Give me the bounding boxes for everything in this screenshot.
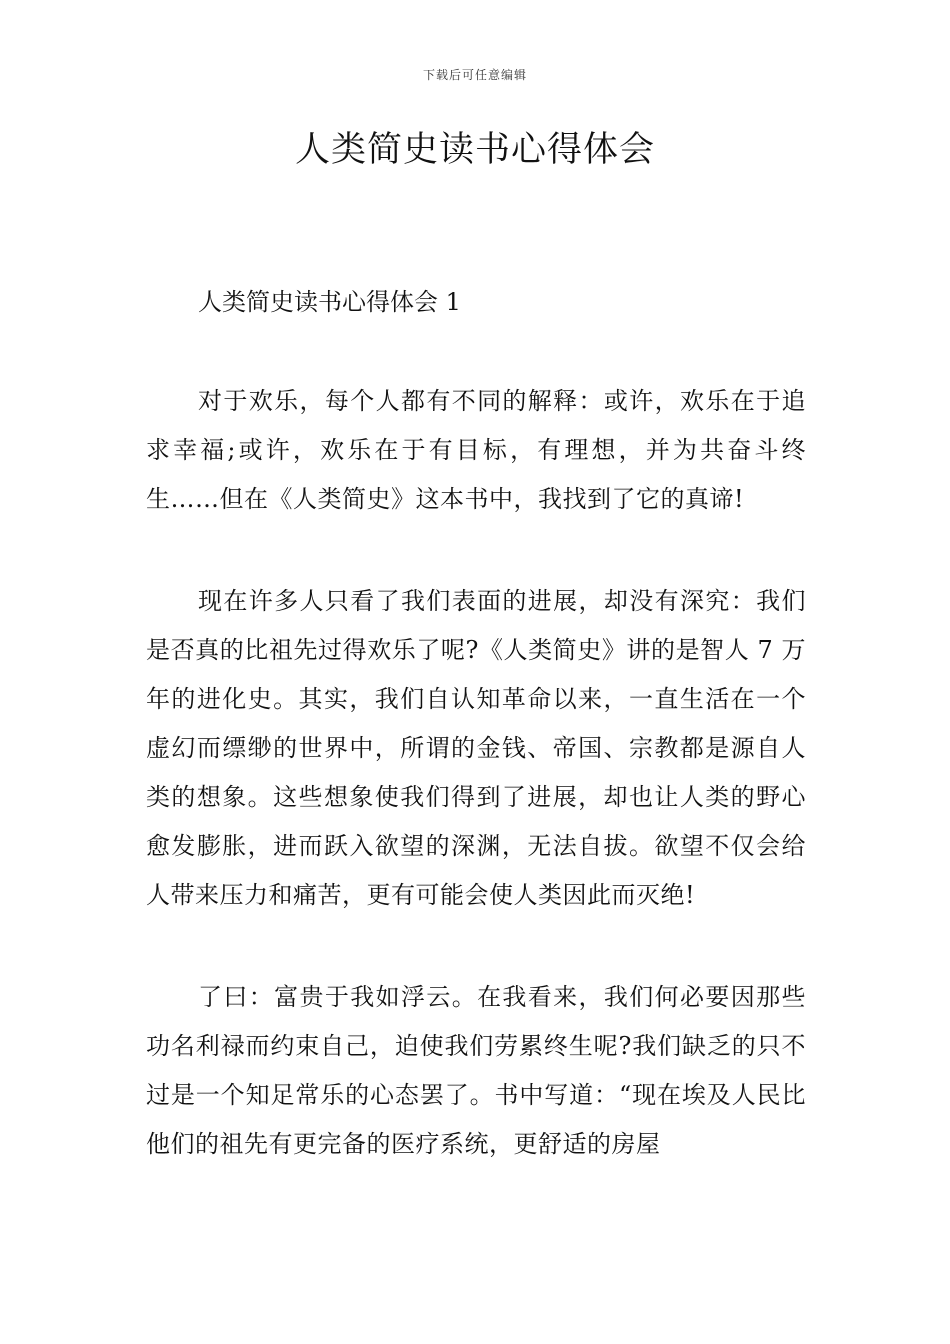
paragraph-1: 对于欢乐，每个人都有不同的解释：或许，欢乐在于追求幸福;或许，欢乐在于有目标，有理想，并为共奋斗终生……但在《人类简史》这本书中，我找到了它的真谛! [146, 387, 806, 513]
document-body [146, 280, 806, 1169]
document-title: 人类简史读书心得体会 [294, 130, 655, 170]
section-heading: 人类简史读书心得体会 1 [198, 288, 461, 316]
spacer [146, 524, 806, 577]
spacer [146, 324, 806, 377]
paragraph-2: 现在许多人只看了我们表面的进展，却没有深究：我们是否真的比祖先过得欢乐了呢?《人类简史》讲的是智人 7 万年的进化史。其实，我们自认知革命以来，一直生活在一个虚幻而缥缈的世界中，所谓的金钱、帝国、宗教都是源自人类的想象。这些想象使我们得到了进展，却也让人类的野心愈发膨胀，进而跃入欲望的深渊，无法自拔。欲望不仅会给人带来压力和痛苦，更有可能会使人类因此而灭绝! [146, 587, 806, 909]
header-note: 下载后可任意编辑 [422, 68, 527, 82]
spacer [146, 920, 806, 973]
paragraph-3: 了曰：富贵于我如浮云。在我看来，我们何必要因那些功名利禄而约束自己，迫使我们劳累终生呢?我们缺乏的只不过是一个知足常乐的心态罢了。书中写道：“现在埃及人民比他们的祖先有更完备的医疗系统，更舒适的房屋 [146, 983, 806, 1158]
